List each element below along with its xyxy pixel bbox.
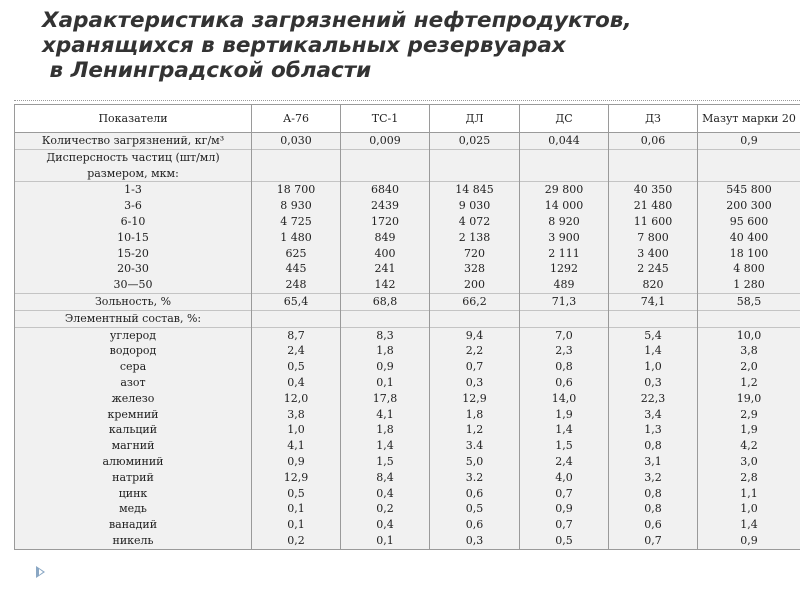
table-cell: 2,3 [520,343,609,359]
row-label: кремний [15,407,252,423]
table-cell: 10,0 [698,327,800,343]
row-label: углерод [15,327,252,343]
table-cell: 2,0 [698,359,800,375]
table-cell: 0,009 [341,133,430,150]
table-cell: 625 [252,246,341,262]
table-cell: 40 350 [609,182,698,198]
table-cell: 22,3 [609,391,698,407]
table-row [15,375,800,391]
table-cell [252,310,341,327]
table-cell: 3,8 [698,343,800,359]
table-cell: 3 400 [609,246,698,262]
table-container [14,104,800,551]
table-cell: 1,5 [341,454,430,470]
table-cell: 4,0 [520,470,609,486]
table-cell: 2,4 [520,454,609,470]
table-cell: 1,5 [520,438,609,454]
row-label: кальций [15,422,252,438]
table-cell [430,166,520,182]
table-cell [698,149,800,165]
row-label: 20-30 [15,261,252,277]
table-cell: 3 900 [520,230,609,246]
row-label: 10-15 [15,230,252,246]
table-cell: 0,1 [341,375,430,391]
table-cell: 0,2 [341,501,430,517]
table-cell: 1,0 [609,359,698,375]
table-cell: 1,8 [341,343,430,359]
table-cell: 0,6 [430,486,520,502]
row-label: ванадий [15,517,252,533]
table-row [15,359,800,375]
table-cell [698,166,800,182]
table-cell [520,310,609,327]
table-cell [430,149,520,165]
header-dz: ДЗ [609,105,698,133]
table-cell: 2 245 [609,261,698,277]
table-cell: 0,044 [520,133,609,150]
table-cell: 142 [341,277,430,293]
table-cell: 1,3 [609,422,698,438]
table-cell [609,310,698,327]
table-header-row [15,105,800,133]
table-cell: 7,0 [520,327,609,343]
table-cell: 71,3 [520,293,609,310]
table-cell: 1,4 [609,343,698,359]
table-cell: 3,0 [698,454,800,470]
table-cell [430,310,520,327]
table-cell: 74,1 [609,293,698,310]
table-cell: 0,5 [252,359,341,375]
table-cell: 0,8 [609,438,698,454]
table-cell: 12,9 [252,470,341,486]
table-cell: 3,1 [609,454,698,470]
table-cell: 19,0 [698,391,800,407]
table-cell: 4 800 [698,261,800,277]
table-row [15,133,800,150]
table-cell [341,310,430,327]
table-cell: 0,7 [430,359,520,375]
table-cell: 1720 [341,214,430,230]
table-cell: 95 600 [698,214,800,230]
table-cell: 3,8 [252,407,341,423]
slide-title [42,8,782,83]
table-cell: 3,2 [609,470,698,486]
table-cell: 0,6 [430,517,520,533]
table-cell: 1,0 [698,501,800,517]
table-cell: 328 [430,261,520,277]
header-indicator: Показатели [15,105,252,133]
table-cell: 0,3 [430,533,520,549]
table-cell [520,166,609,182]
table-cell: 11 600 [609,214,698,230]
header-a76: А-76 [252,105,341,133]
table-cell: 4,1 [341,407,430,423]
table-cell: 7 800 [609,230,698,246]
table-cell: 545 800 [698,182,800,198]
row-label: медь [15,501,252,517]
table-cell [609,149,698,165]
table-cell: 1,9 [520,407,609,423]
table-cell: 0,3 [609,375,698,391]
row-label: Дисперсность частиц (шт/мл) [15,149,252,165]
table-row [15,198,800,214]
table-cell: 0,8 [609,501,698,517]
table-cell: 8 930 [252,198,341,214]
table-cell: 58,5 [698,293,800,310]
table-row [15,149,800,165]
table-row [15,327,800,343]
table-cell: 2 138 [430,230,520,246]
table-cell: 0,030 [252,133,341,150]
table-cell: 9 030 [430,198,520,214]
table-cell: 0,2 [252,533,341,549]
table-cell: 2,4 [252,343,341,359]
table-cell: 0,5 [252,486,341,502]
table-cell: 68,8 [341,293,430,310]
table-cell: 0,9 [252,454,341,470]
table-cell: 0,7 [520,486,609,502]
table-cell: 0,9 [698,533,800,549]
table-cell: 445 [252,261,341,277]
table-cell: 0,8 [520,359,609,375]
table-cell: 200 300 [698,198,800,214]
table-row [15,470,800,486]
table-cell: 0,9 [341,359,430,375]
table-cell [609,166,698,182]
table-row [15,293,800,310]
header-ts1: ТС-1 [341,105,430,133]
table-cell: 1,2 [698,375,800,391]
table-cell: 66,2 [430,293,520,310]
slide-bullet-triangle-inner [39,569,43,575]
table-row [15,214,800,230]
row-label: цинк [15,486,252,502]
title-line-3: в Ленинградской области [42,58,372,83]
table-cell: 65,4 [252,293,341,310]
row-label: азот [15,375,252,391]
title-line-2: хранящихся в вертикальных резервуарах [42,33,566,58]
table-cell [698,310,800,327]
table-row [15,310,800,327]
table-row [15,486,800,502]
table-cell: 2,9 [698,407,800,423]
table-cell: 1292 [520,261,609,277]
table-cell: 3.4 [430,438,520,454]
table-cell: 21 480 [609,198,698,214]
table-cell: 18 100 [698,246,800,262]
table-row [15,454,800,470]
table-cell: 4 072 [430,214,520,230]
table-cell: 14 000 [520,198,609,214]
table-cell: 6840 [341,182,430,198]
table-row [15,533,800,549]
table-cell: 489 [520,277,609,293]
table-cell: 1,4 [698,517,800,533]
table-row [15,501,800,517]
table-cell: 3.2 [430,470,520,486]
table-cell: 8 920 [520,214,609,230]
table-cell: 820 [609,277,698,293]
header-mazut: Мазут марки 20 [698,105,800,133]
table-cell: 0,3 [430,375,520,391]
table-cell: 18 700 [252,182,341,198]
table-cell: 0,4 [341,486,430,502]
table-cell: 2439 [341,198,430,214]
table-cell [252,149,341,165]
title-line-1: Характеристика загрязнений нефтепродуктов, [42,8,632,33]
header-dl: ДЛ [430,105,520,133]
table-cell: 0,4 [252,375,341,391]
table-cell: 5,4 [609,327,698,343]
table-cell: 0,4 [341,517,430,533]
table-cell: 0,5 [430,501,520,517]
row-label: Зольность, % [15,293,252,310]
table-cell: 17,8 [341,391,430,407]
row-label: сера [15,359,252,375]
table-cell: 400 [341,246,430,262]
table-cell: 1 480 [252,230,341,246]
row-label: Количество загрязнений, кг/м³ [15,133,252,150]
table-cell: 14,0 [520,391,609,407]
table-cell [520,149,609,165]
table-cell: 0,1 [252,501,341,517]
table-cell: 14 845 [430,182,520,198]
table-cell: 0,9 [520,501,609,517]
table-cell: 2,2 [430,343,520,359]
table-cell: 4,2 [698,438,800,454]
table-cell: 3,4 [609,407,698,423]
table-row [15,182,800,198]
table-cell: 0,7 [520,517,609,533]
table-cell: 8,7 [252,327,341,343]
table-row [15,517,800,533]
table-cell: 1,2 [430,422,520,438]
table-cell: 29 800 [520,182,609,198]
table-cell: 1,8 [430,407,520,423]
table-cell [341,149,430,165]
table-cell: 0,1 [341,533,430,549]
table-cell: 1 280 [698,277,800,293]
row-label: алюминий [15,454,252,470]
table-cell: 200 [430,277,520,293]
table-cell: 12,9 [430,391,520,407]
table-cell: 849 [341,230,430,246]
table-cell: 0,6 [520,375,609,391]
table-cell [252,166,341,182]
table-cell: 720 [430,246,520,262]
row-label: железо [15,391,252,407]
table-row [15,261,800,277]
table-cell: 1,8 [341,422,430,438]
table-row [15,230,800,246]
table-row [15,343,800,359]
table-row [15,422,800,438]
table-cell: 0,1 [252,517,341,533]
table-row [15,407,800,423]
table-cell: 1,1 [698,486,800,502]
row-label: Элементный состав, %: [15,310,252,327]
row-label: 30—50 [15,277,252,293]
row-label: размером, мкм: [15,166,252,182]
table-row [15,246,800,262]
row-label: магний [15,438,252,454]
table-row [15,166,800,182]
table-cell: 241 [341,261,430,277]
table-cell: 0,5 [520,533,609,549]
table-cell: 0,8 [609,486,698,502]
table-cell: 12,0 [252,391,341,407]
row-label: натрий [15,470,252,486]
table-cell: 1,9 [698,422,800,438]
table-cell: 8,3 [341,327,430,343]
header-ds: ДС [520,105,609,133]
title-divider [14,100,800,101]
table-cell: 1,4 [341,438,430,454]
row-label: 3-6 [15,198,252,214]
table-cell: 0,6 [609,517,698,533]
table-cell: 1,0 [252,422,341,438]
table-cell [341,166,430,182]
table-row [15,277,800,293]
table-cell: 0,7 [609,533,698,549]
table-cell: 2 111 [520,246,609,262]
table-cell: 248 [252,277,341,293]
table-row [15,391,800,407]
row-label: водород [15,343,252,359]
table-cell: 40 400 [698,230,800,246]
row-label: никель [15,533,252,549]
row-label: 15-20 [15,246,252,262]
table-cell: 4 725 [252,214,341,230]
table-cell: 0,9 [698,133,800,150]
table-cell: 2,8 [698,470,800,486]
table-cell: 5,0 [430,454,520,470]
table-cell: 9,4 [430,327,520,343]
table-cell: 4,1 [252,438,341,454]
table-cell: 8,4 [341,470,430,486]
row-label: 6-10 [15,214,252,230]
table-cell: 0,025 [430,133,520,150]
table-row [15,438,800,454]
contamination-table [14,104,800,550]
row-label: 1-3 [15,182,252,198]
table-cell: 1,4 [520,422,609,438]
table-cell: 0,06 [609,133,698,150]
